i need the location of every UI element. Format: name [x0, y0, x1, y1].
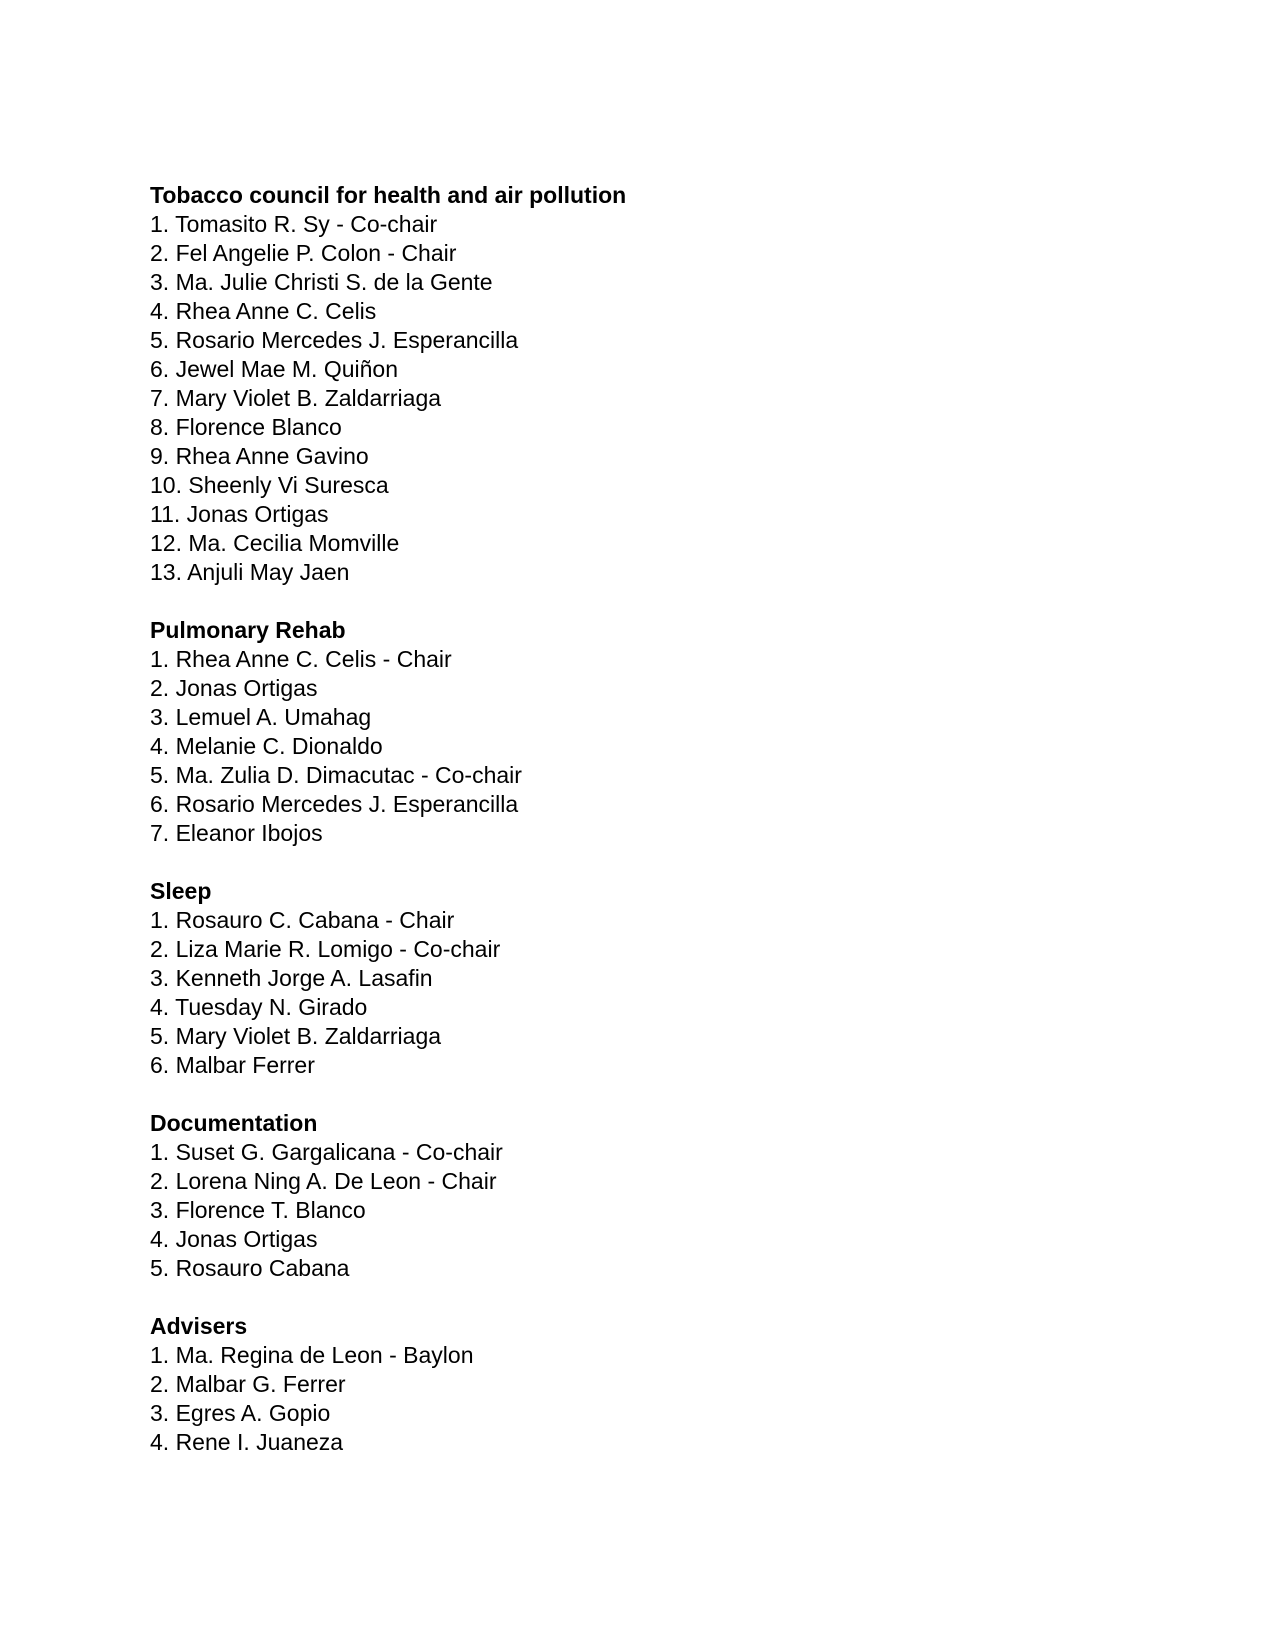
list-item: 2. Lorena Ning A. De Leon - Chair: [150, 1168, 497, 1194]
list-item: 4. Rhea Anne C. Celis: [150, 298, 377, 324]
list-item: 6. Malbar Ferrer: [150, 1052, 315, 1078]
list-item: 1. Tomasito R. Sy - Co-chair: [150, 211, 438, 237]
list-item: 7. Mary Violet B. Zaldarriaga: [150, 385, 442, 411]
list-item: 1. Rosauro C. Cabana - Chair: [150, 907, 455, 933]
list-item: 5. Ma. Zulia D. Dimacutac - Co-chair: [150, 762, 522, 788]
list-item: 3. Egres A. Gopio: [150, 1400, 331, 1426]
member-list: [150, 1138, 1150, 1283]
section-sleep: [150, 877, 1150, 1080]
list-item: 4. Jonas Ortigas: [150, 1226, 318, 1252]
list-item: 8. Florence Blanco: [150, 414, 342, 440]
section-documentation: [150, 1109, 1150, 1283]
list-item: 5. Mary Violet B. Zaldarriaga: [150, 1023, 442, 1049]
member-list: [150, 210, 1150, 587]
section-advisers: [150, 1312, 1150, 1457]
member-list: [150, 906, 1150, 1080]
section-heading: Pulmonary Rehab: [150, 617, 346, 643]
list-item: 12. Ma. Cecilia Momville: [150, 530, 400, 556]
list-item: 4. Tuesday N. Girado: [150, 994, 368, 1020]
section-heading: Documentation: [150, 1110, 318, 1136]
member-list: [150, 645, 1150, 848]
list-item: 1. Rhea Anne C. Celis - Chair: [150, 646, 452, 672]
list-item: 3. Ma. Julie Christi S. de la Gente: [150, 269, 493, 295]
list-item: 2. Malbar G. Ferrer: [150, 1371, 346, 1397]
list-item: 4. Rene I. Juaneza: [150, 1429, 344, 1455]
list-item: 7. Eleanor Ibojos: [150, 820, 323, 846]
list-item: 13. Anjuli May Jaen: [150, 559, 350, 585]
section-heading: Sleep: [150, 878, 212, 904]
list-item: 2. Liza Marie R. Lomigo - Co-chair: [150, 936, 501, 962]
list-item: 6. Rosario Mercedes J. Esperancilla: [150, 791, 519, 817]
list-item: 2. Jonas Ortigas: [150, 675, 318, 701]
list-item: 5. Rosario Mercedes J. Esperancilla: [150, 327, 519, 353]
list-item: 5. Rosauro Cabana: [150, 1255, 350, 1281]
list-item: 3. Kenneth Jorge A. Lasafin: [150, 965, 433, 991]
list-item: 4. Melanie C. Dionaldo: [150, 733, 383, 759]
list-item: 6. Jewel Mae M. Quiñon: [150, 356, 399, 382]
list-item: 1. Suset G. Gargalicana - Co-chair: [150, 1139, 503, 1165]
list-item: 3. Florence T. Blanco: [150, 1197, 366, 1223]
section-tobacco-council: [150, 181, 1150, 587]
list-item: 10. Sheenly Vi Suresca: [150, 472, 389, 498]
document-page: [150, 181, 1150, 1486]
section-heading: Advisers: [150, 1313, 248, 1339]
list-item: 1. Ma. Regina de Leon - Baylon: [150, 1342, 474, 1368]
list-item: 9. Rhea Anne Gavino: [150, 443, 369, 469]
list-item: 11. Jonas Ortigas: [150, 501, 329, 527]
section-pulmonary-rehab: [150, 616, 1150, 848]
member-list: [150, 1341, 1150, 1457]
list-item: 2. Fel Angelie P. Colon - Chair: [150, 240, 457, 266]
section-heading: Tobacco council for health and air pollution: [150, 182, 627, 208]
list-item: 3. Lemuel A. Umahag: [150, 704, 372, 730]
